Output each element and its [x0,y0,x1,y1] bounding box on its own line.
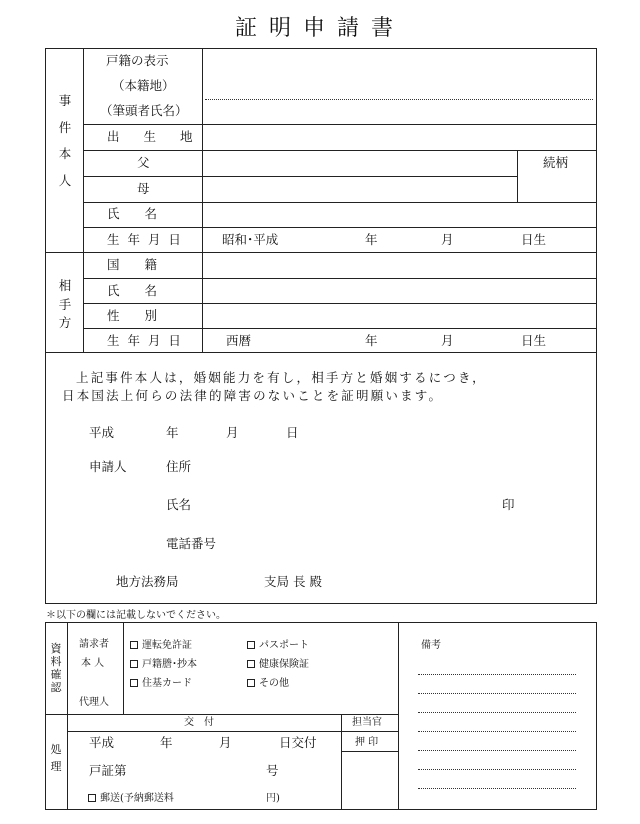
partner-birthdate-year: 年 [365,333,378,348]
mail-checkbox[interactable]: 郵送(予納郵送料 [88,794,174,804]
doc-check-label: 資 料 確 認 [50,642,62,694]
certificate-number-suffix: 号 [266,763,279,778]
application-date-day: 日 [286,425,299,440]
birthdate-born: 日生 [521,232,547,247]
relationship-label: 続柄 [543,155,569,170]
certificate-number-label: 戸証第 [89,763,127,778]
checkbox-icon [130,641,138,649]
honseki-sub-label: （本籍地） [112,78,175,93]
applicant-name-label: 氏名 [166,497,192,512]
birthdate-label: 生 年 月 日 [107,232,183,247]
gender-label: 性 別 [107,308,158,323]
partner-birthdate-label: 生 年 月 日 [107,333,183,348]
remarks-label: 備考 [421,640,441,651]
requester-label: 請求者 [79,639,109,650]
checkbox-icon [130,679,138,687]
applicant-seal-label: 印 [502,497,515,512]
checkbox-passport[interactable]: パスポート [247,641,309,651]
checkbox-icon [130,660,138,668]
requester-self-label: 本 人 [81,658,105,669]
application-date-era: 平成 [89,425,115,440]
checkbox-icon [247,660,255,668]
mother-label: 母 [137,181,150,196]
issue-date-era: 平成 [89,735,115,750]
head-of-family-label: （筆頭者氏名） [100,103,188,118]
checkbox-family-register[interactable]: 戸籍謄･抄本 [130,660,197,670]
applicant-label: 申請人 [89,459,127,474]
partner-birthdate-era: 西暦 [226,333,252,348]
partner-birthdate-born: 日生 [521,333,547,348]
father-label: 父 [137,155,150,170]
applicant-address-label: 住所 [166,459,192,474]
office-use-note: ＊以下の欄には記載しないでください。 [46,610,226,621]
applicant-phone-label: 電話番号 [166,536,217,551]
checkbox-resident-card[interactable]: 住基カード [130,679,192,689]
checkbox-icon [247,641,255,649]
nationality-label: 国 籍 [107,257,158,272]
birthdate-year: 年 [365,232,378,247]
partner-name-label: 氏 名 [107,283,158,298]
issue-date-month: 月 [219,735,232,750]
officer-seal-label: 押 印 [355,737,379,748]
name-label: 氏 名 [107,206,158,221]
checkbox-icon [247,679,255,687]
issue-date-issued: 日交付 [279,735,317,750]
requester-agent-label: 代理人 [79,697,109,708]
section2-side-label: 相 手 方 [58,278,72,330]
mail-fee-suffix: 円) [266,793,280,804]
office-use-box [45,622,597,810]
birthplace-label: 出 生 地 [107,129,203,144]
statement-line-2: 日本国法上何らの法律的障害のないことを証明願います。 [62,388,444,403]
officer-label: 担当官 [352,717,382,728]
checkbox-other[interactable]: その他 [247,679,289,689]
partner-birthdate-month: 月 [441,333,454,348]
checkbox-icon [88,794,96,802]
statement-line-1: 上記事件本人は，婚姻能力を有し，相手方と婚姻するにつき， [76,370,487,385]
page-title: 証明申請書 [234,16,405,41]
application-date-year: 年 [166,425,179,440]
addressee-office: 地方法務局 [116,574,179,589]
birthdate-era: 昭和･平成 [222,232,279,247]
checkbox-drivers-license[interactable]: 運転免許証 [130,641,192,651]
section1-side-label: 事 件 本 人 [58,93,72,188]
application-date-month: 月 [226,425,239,440]
honseki-label: 戸籍の表示 [106,53,169,68]
birthdate-month: 月 [441,232,454,247]
addressee-branch: 支局 長 殿 [264,574,322,589]
processing-label: 処 理 [50,743,62,773]
checkbox-health-insurance[interactable]: 健康保険証 [247,660,309,670]
issue-date-year: 年 [160,735,173,750]
issue-label: 交 付 [184,717,214,728]
